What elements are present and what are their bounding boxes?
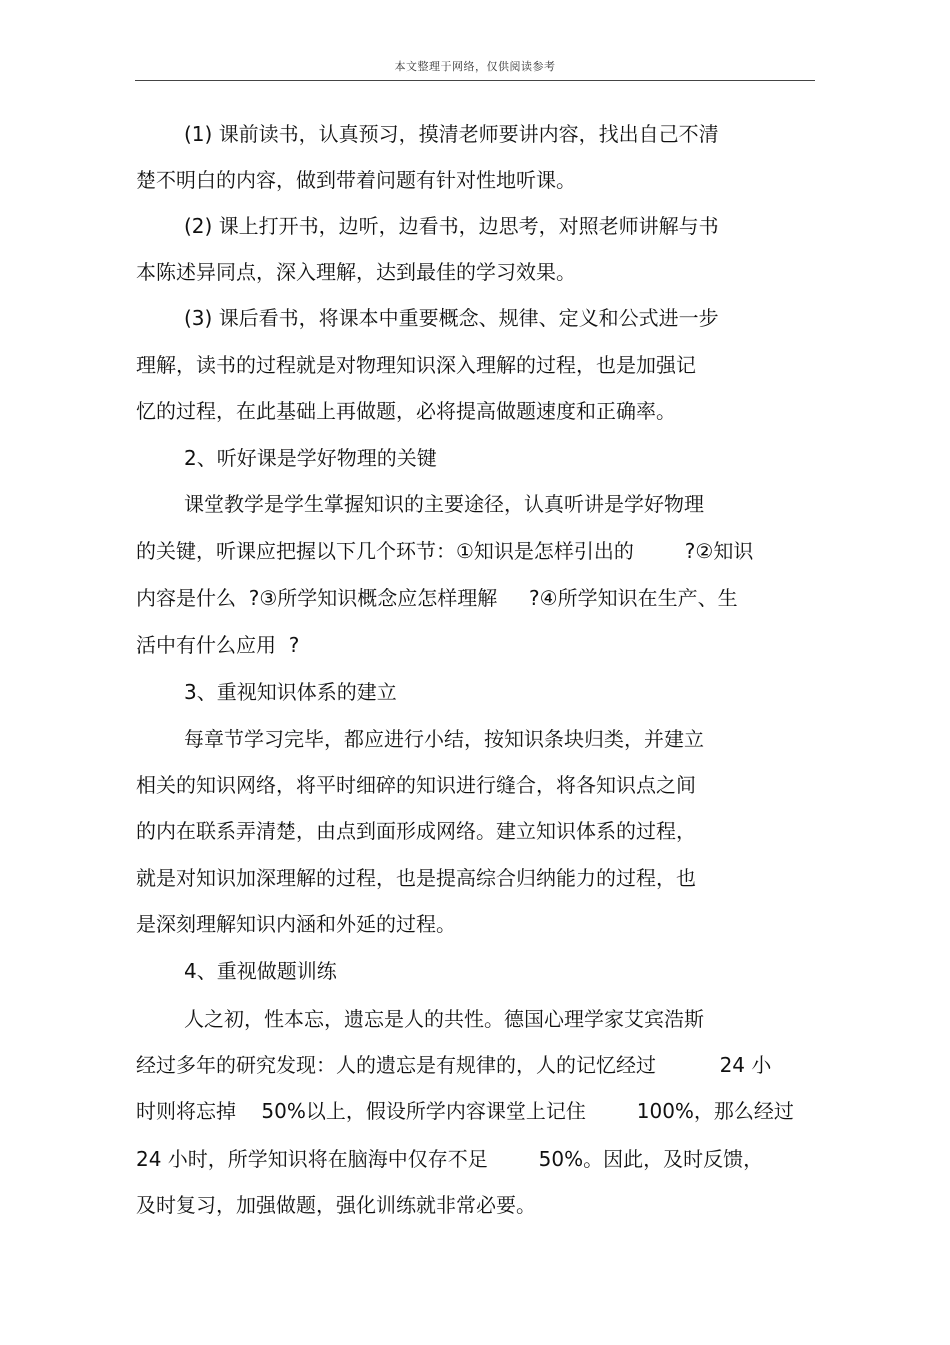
- text-line: 的内在联系弄清楚，由点到面形成网络。建立知识体系的过程，: [136, 819, 696, 843]
- header-text: 本文整理于网络，仅供阅读参考: [394, 60, 556, 73]
- text-line: 课堂教学是学生掌握知识的主要途径，认真听讲是学好物理: [184, 492, 704, 516]
- text-line: 理解，读书的过程就是对物理知识深入理解的过程，也是加强记: [136, 353, 696, 377]
- text-line: 24 小时，所学知识将在脑海中仅存不足 50%。因此，及时反馈，: [136, 1147, 764, 1171]
- text-line: 忆的过程，在此基础上再做题，必将提高做题速度和正确率。: [136, 399, 676, 423]
- text-line: (1) 课前读书，认真预习，摸清老师要讲内容，找出自己不清: [184, 122, 719, 146]
- section-heading: 3、重视知识体系的建立: [184, 680, 397, 704]
- text-line: 人之初，性本忘，遗忘是人的共性。德国心理学家艾宾浩斯: [184, 1007, 704, 1031]
- text-line: 每章节学习完毕，都应进行小结，按知识条块归类，并建立: [184, 727, 704, 751]
- text-line: (2) 课上打开书，边听，边看书，边思考，对照老师讲解与书: [184, 214, 719, 238]
- text-line: 内容是什么 ?③所学知识概念应怎样理解 ?④所学知识在生产、生: [136, 586, 738, 610]
- text-line: 相关的知识网络，将平时细碎的知识进行缝合，将各知识点之间: [136, 773, 696, 797]
- section-heading: 2、听好课是学好物理的关键: [184, 446, 437, 470]
- text-line: 时则将忘掉 50%以上，假设所学内容课堂上记住 100%，那么经过: [136, 1099, 794, 1123]
- header-divider: [135, 80, 815, 81]
- text-line: 及时复习，加强做题，强化训练就非常必要。: [136, 1193, 536, 1217]
- text-line: 楚不明白的内容，做到带着问题有针对性地听课。: [136, 168, 576, 192]
- text-line: 活中有什么应用 ?: [136, 633, 300, 657]
- text-line: 本陈述异同点，深入理解，达到最佳的学习效果。: [136, 260, 576, 284]
- text-line: 经过多年的研究发现：人的遗忘是有规律的，人的记忆经过 24 小: [136, 1053, 772, 1077]
- text-line: 就是对知识加深理解的过程，也是提高综合归纳能力的过程，也: [136, 866, 696, 890]
- text-line: 的关键，听课应把握以下几个环节：①知识是怎样引出的 ?②知识: [136, 539, 754, 563]
- text-line: 是深刻理解知识内涵和外延的过程。: [136, 912, 456, 936]
- text-line: (3) 课后看书，将课本中重要概念、规律、定义和公式进一步: [184, 306, 719, 330]
- section-heading: 4、重视做题训练: [184, 959, 337, 983]
